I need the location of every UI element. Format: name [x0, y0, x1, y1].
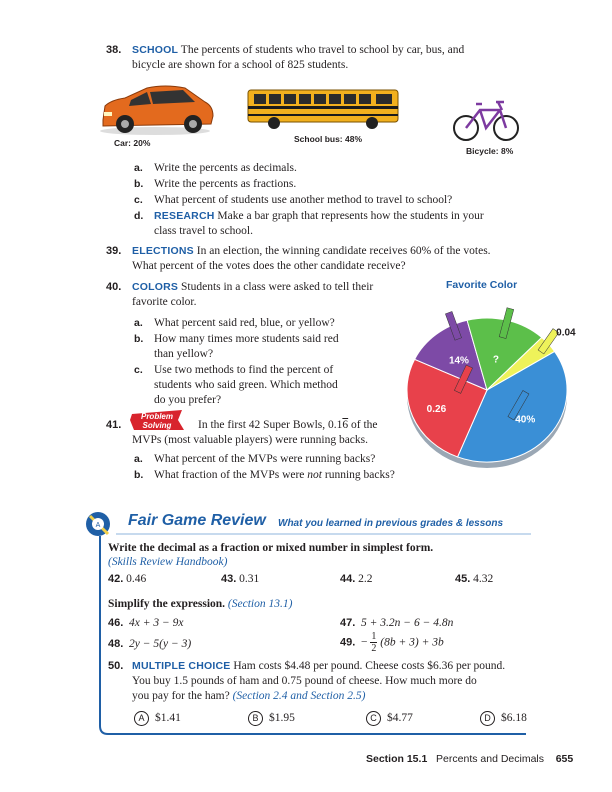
q38-part-d-text	[154, 209, 484, 224]
q39-text-line1: In an election, the winning candidate receives 60% of the votes.	[196, 245, 491, 257]
pie-label-purple: 14%	[448, 355, 469, 367]
q38-part-b-text: Write the percents as fractions.	[154, 178, 297, 190]
fgr-item-44: 44. 2.2	[340, 573, 373, 585]
q40-part-c: c.	[134, 364, 143, 376]
q39-text-line2: What percent of the votes does the other candidate receive?	[132, 260, 406, 272]
choice-a-bubble[interactable]: A	[134, 711, 149, 726]
q40-part-a-text: What percent said red, blue, or yellow?	[154, 317, 335, 329]
fgr-item-42: 42. 0.46	[108, 573, 147, 585]
fgr-item-43: 43. 0.31	[221, 573, 260, 585]
pie-label-yellow: 0.04	[556, 327, 576, 339]
q40-text-line2: favorite color.	[132, 296, 197, 308]
q40-label: COLORS	[132, 281, 179, 293]
q38-part-c: c.	[134, 194, 143, 206]
school-bus-image	[244, 86, 404, 131]
q40-part-a: a.	[134, 317, 143, 329]
badge-word-problem: Problem	[140, 412, 174, 421]
favorite-color-pie-chart	[395, 300, 585, 470]
q40-part-b-line2: than yellow?	[154, 348, 214, 360]
q38-part-d-line1: Make a bar graph that represents how the students in your	[217, 210, 484, 222]
fgr-item-46: 46. 4x + 3 − 9x	[108, 617, 184, 629]
q41-part-b-text: What fraction of the MVPs were not running backs?	[154, 469, 395, 481]
footer-section: Section 15.1	[366, 753, 428, 765]
fair-game-review-title: Fair Game Review	[128, 512, 266, 529]
q40-number: 40.	[106, 281, 122, 293]
pie-label-blue: 40%	[515, 414, 536, 426]
svg-text:A: A	[95, 522, 101, 529]
q38-text-line1: The percents of students who travel to school by car, bus, and	[180, 44, 465, 56]
fgr-item-48: 48. 2y − 5(y − 3)	[108, 638, 192, 650]
choice-b[interactable]: B $1.95	[248, 711, 295, 726]
q41-part-a-text: What percent of the MVPs were running backs?	[154, 453, 376, 465]
choice-a[interactable]: A $1.41	[134, 711, 181, 726]
q38-part-a-text: Write the percents as decimals.	[154, 162, 297, 174]
q38-text-line2: bicycle are shown for a school of 825 students.	[132, 59, 349, 71]
pie-label-red: 0.26	[426, 404, 447, 416]
q50-text-line3: you pay for the ham? (Section 2.4 and Section 2.5)	[132, 690, 366, 702]
q50-text-line1: MULTIPLE CHOICE Ham costs $4.48 per pound. Cheese costs $6.36 per pound.	[132, 660, 506, 672]
badge-word-solving: Solving	[142, 421, 172, 430]
fgr-instruction-1: Write the decimal as a fraction or mixed number in simplest form.	[108, 542, 434, 554]
q38-part-c-text: What percent of students use another method to travel to school?	[154, 194, 453, 206]
choice-d[interactable]: D $6.18	[480, 711, 527, 726]
fgr-item-45: 45. 4.32	[455, 573, 494, 585]
q40-part-b-line1: How many times more students said red	[154, 333, 339, 345]
chart-title: Favorite Color	[446, 279, 518, 291]
q39-label: ELECTIONS	[132, 245, 194, 257]
q39-number: 39.	[106, 245, 122, 257]
q40-part-c-line2: students who said green. Which method	[154, 379, 338, 391]
problem-solving-badge	[128, 408, 186, 432]
q50-reference: (Section 2.4 and Section 2.5)	[232, 690, 366, 702]
q38-label: SCHOOL	[132, 44, 179, 56]
fair-game-review-subtitle: What you learned in previous grades & lessons	[278, 518, 504, 529]
choice-d-bubble[interactable]: D	[480, 711, 495, 726]
q41-text-line1: In the first 42 Super Bowls, 0.16 of the	[198, 419, 378, 431]
q41-part-b: b.	[134, 469, 144, 481]
q41-part-a: a.	[134, 453, 143, 465]
repeating-digit: 6	[342, 419, 349, 431]
q38-part-a: a.	[134, 162, 143, 174]
q38-research-label: RESEARCH	[154, 210, 215, 222]
choice-c-bubble[interactable]: C	[366, 711, 381, 726]
footer-title: Percents and Decimals	[436, 753, 545, 765]
q40-text-line1: Students in a class were asked to tell their	[181, 281, 374, 293]
fair-game-review-icon	[82, 506, 122, 538]
car-caption: Car: 20%	[114, 138, 151, 148]
q38-part-d: d.	[134, 210, 144, 222]
bicycle-caption: Bicycle: 8%	[466, 146, 514, 156]
fgr-item-47: 47. 5 + 3.2n − 6 − 4.8n	[340, 617, 454, 629]
q39-stem	[132, 244, 491, 259]
q41-text-line2: MVPs (most valuable players) were running backs.	[132, 434, 369, 446]
q40-part-c-line3: do you prefer?	[154, 394, 222, 406]
car-image	[95, 82, 220, 137]
bus-caption: School bus: 48%	[294, 134, 363, 144]
q38-part-d-line2: class travel to school.	[154, 225, 254, 237]
fgr-instruction-2: Simplify the expression. (Section 13.1)	[108, 598, 293, 610]
q40-stem	[132, 280, 373, 295]
q38-number: 38.	[106, 44, 122, 56]
fgr-reference-1: (Skills Review Handbook)	[108, 556, 228, 568]
choice-c[interactable]: C $4.77	[366, 711, 413, 726]
pie-label-green: ?	[492, 354, 500, 366]
q40-part-b: b.	[134, 333, 144, 345]
q41-number: 41.	[106, 419, 122, 431]
fgr-reference-2: (Section 13.1)	[227, 598, 293, 610]
q50-text-line2: You buy 1.5 pounds of ham and 0.75 pound of cheese. How much more do	[132, 675, 477, 687]
q50-number: 50.	[108, 660, 124, 672]
q38-part-b: b.	[134, 178, 144, 190]
page-footer	[366, 753, 573, 765]
q38-stem	[132, 43, 464, 58]
page-number: 655	[555, 753, 574, 765]
q40-part-c-line1: Use two methods to find the percent of	[154, 364, 334, 376]
bicycle-image	[452, 92, 520, 144]
q50-label: MULTIPLE CHOICE	[132, 660, 231, 672]
fgr-item-49: 49. − $\frac{1}{2}$ (8b + 3) + 3b	[340, 631, 444, 654]
choice-b-bubble[interactable]: B	[248, 711, 263, 726]
